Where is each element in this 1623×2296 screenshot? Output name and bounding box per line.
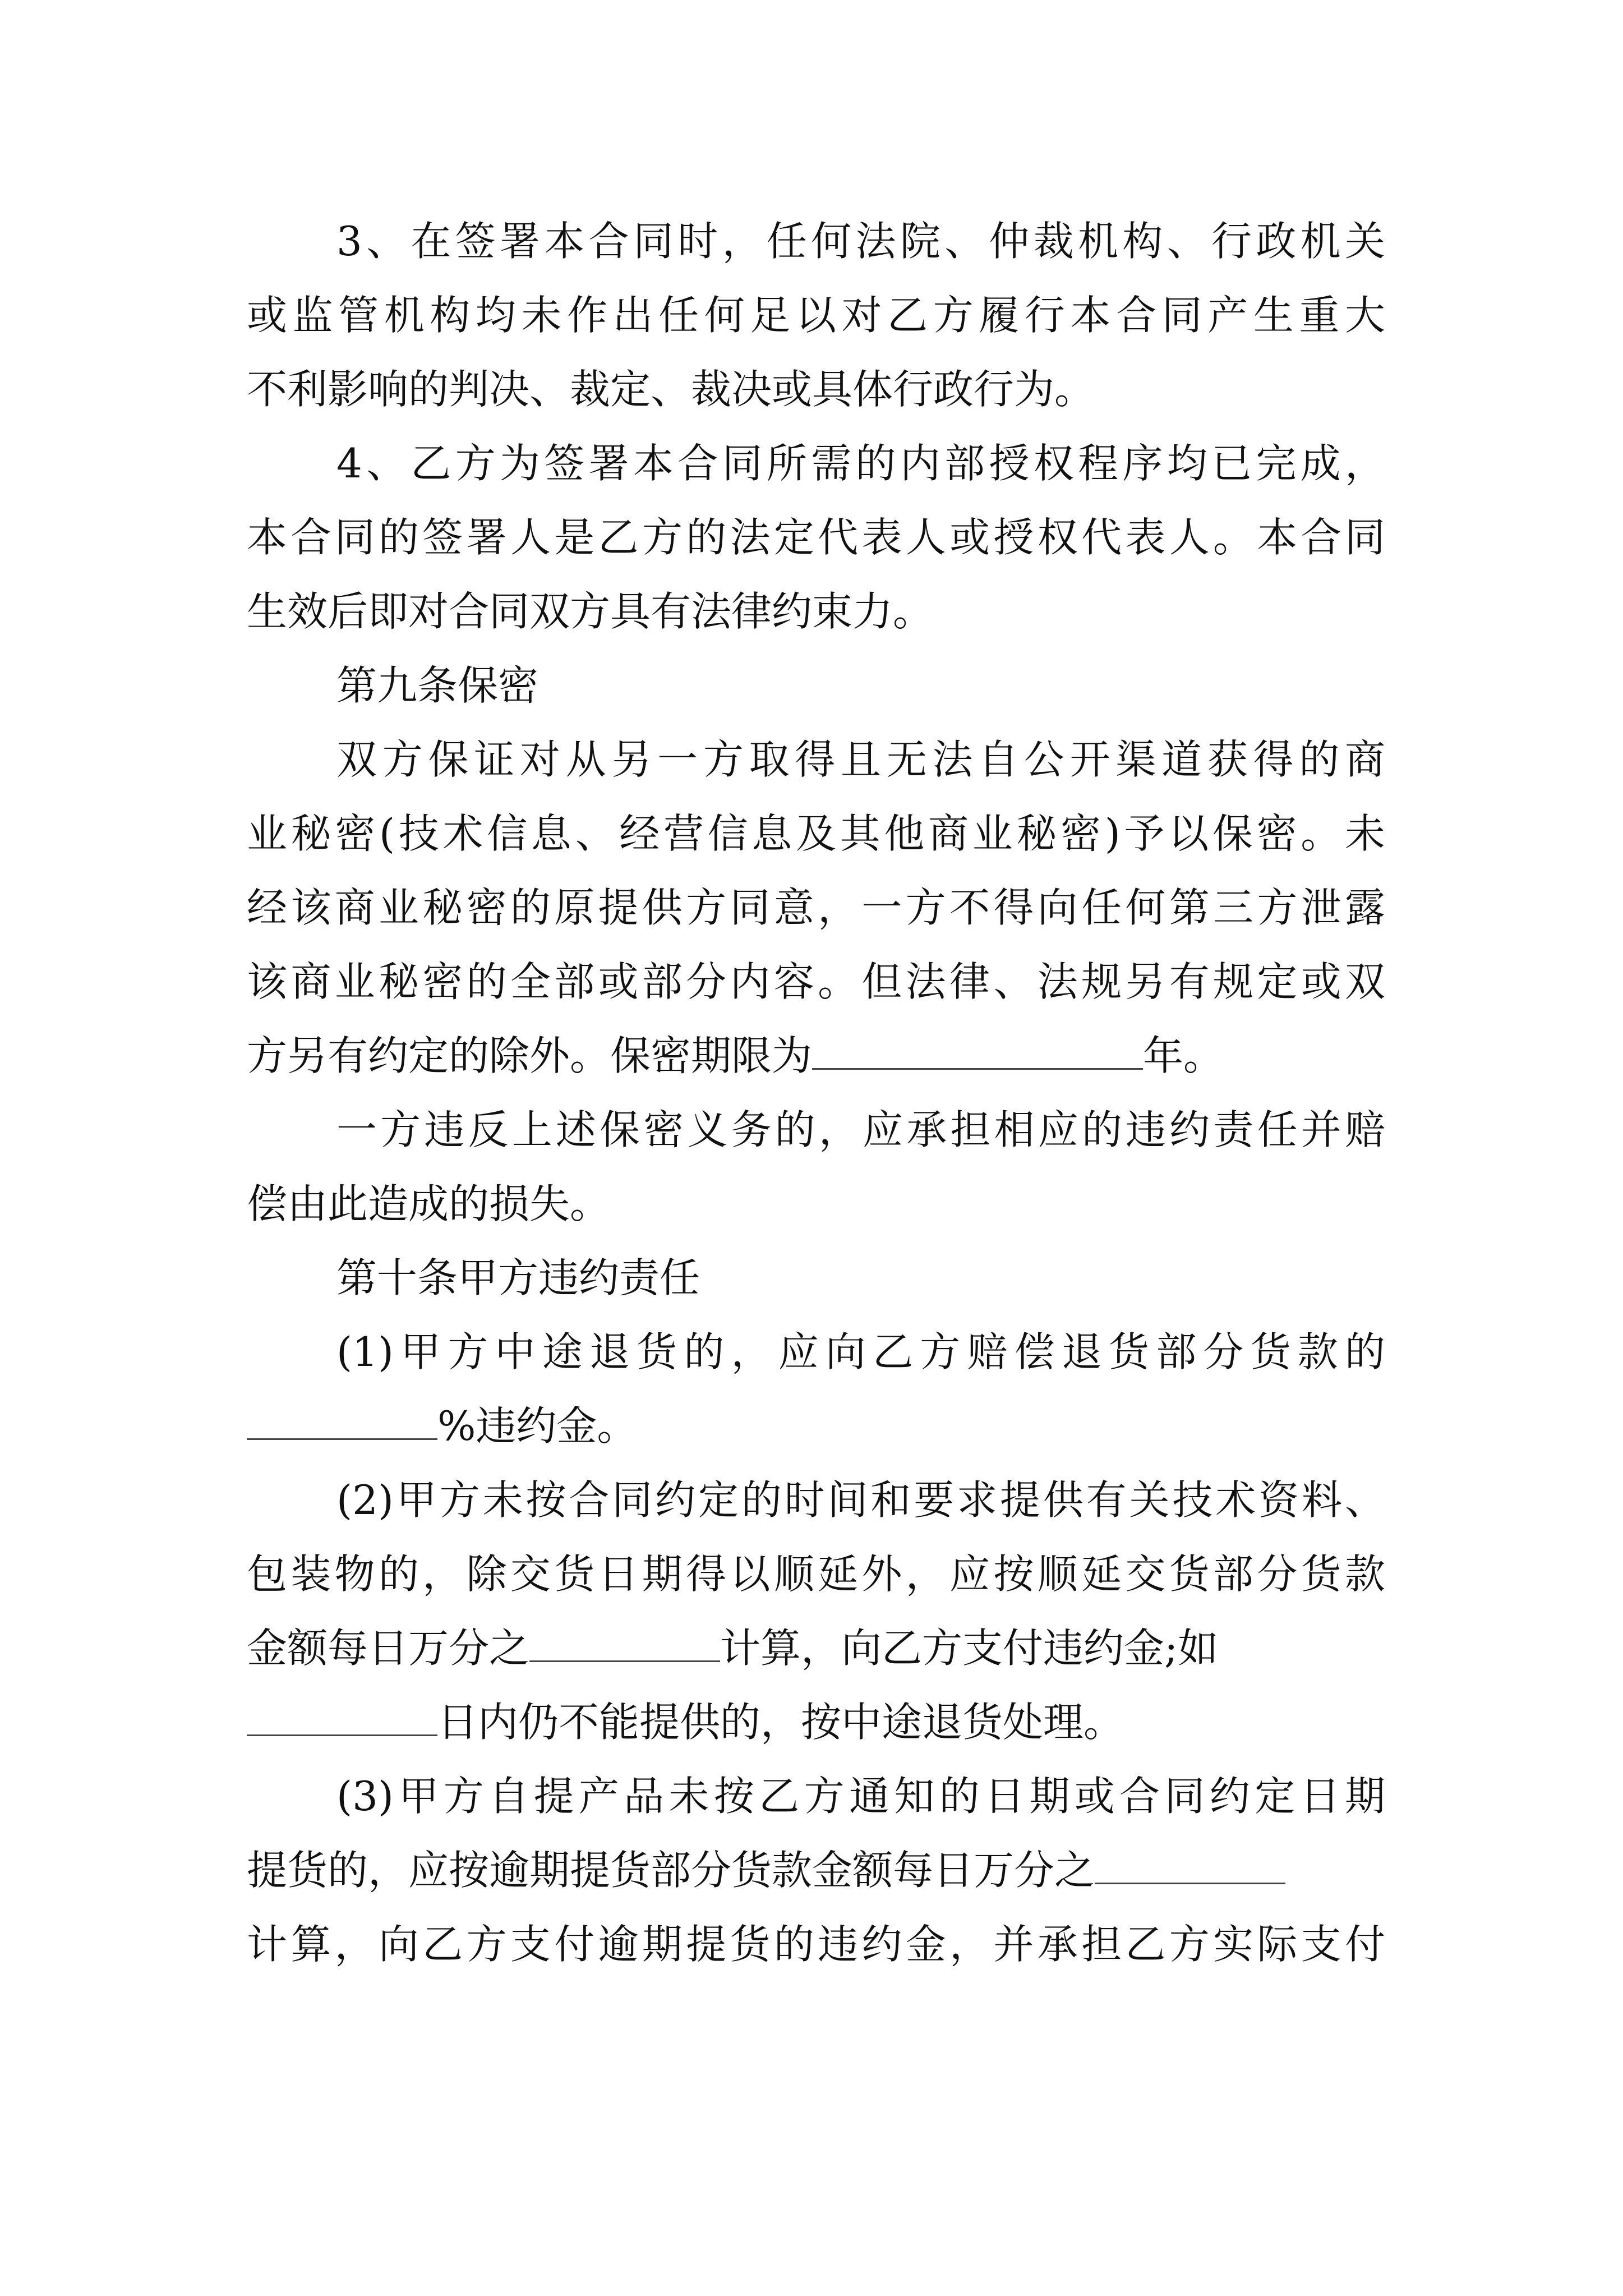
clause-3-line-1: (3)甲方自提产品未按乙方通知的日期或合同约定日期	[336, 1773, 1385, 1820]
confidentiality-line-1: 双方保证对从另一方取得且无法自公开渠道获得的商	[336, 736, 1385, 783]
clause-2-days-blank	[247, 1699, 437, 1736]
clause-2-days-text: 日内仍不能提供的，按中途退货处理。	[437, 1699, 1124, 1746]
clause-2-line-2: 包装物的，除交货日期得以顺延外，应按顺延交货部分货款	[247, 1550, 1385, 1598]
paragraph-3-line-3: 不利影响的判决、裁定、裁决或具体行政行为。	[247, 366, 1095, 413]
clause-1-line-1: (1)甲方中途退货的，应向乙方赔偿退货部分货款的	[336, 1328, 1385, 1375]
paragraph-4-line-3: 生效后即对合同双方具有法律约束力。	[247, 588, 934, 635]
clause-2-rate-tail: 计算，向乙方支付违约金;如	[720, 1625, 1219, 1672]
confidentiality-term-text: 方另有约定的除外。保密期限为	[247, 1032, 813, 1079]
breach-confidentiality-line-1: 一方违反上述保密义务的，应承担相应的违约责任并赔	[336, 1106, 1385, 1153]
confidentiality-line-2: 业秘密(技术信息、经营信息及其他商业秘密)予以保密。未	[247, 810, 1385, 857]
penalty-percent-text: %违约金。	[437, 1402, 638, 1450]
confidentiality-term-unit: 年。	[1143, 1032, 1224, 1079]
paragraph-4-line-2: 本合同的签署人是乙方的法定代表人或授权代表人。本合同	[247, 514, 1385, 561]
clause-3-rate-blank	[1095, 1847, 1285, 1884]
clause-2-line-1: (2)甲方未按合同约定的时间和要求提供有关技术资料、	[336, 1476, 1385, 1524]
clause-3-line-2	[247, 1842, 1385, 1898]
paragraph-4-line-1: 4、乙方为签署本合同所需的内部授权程序均已完成，	[336, 440, 1385, 487]
paragraph-3-line-2: 或监管机构均未作出任何足以对乙方履行本合同产生重大	[247, 292, 1385, 339]
clause-3-line-3: 计算，向乙方支付逾期提货的违约金，并承担乙方实际支付	[247, 1921, 1385, 1968]
confidentiality-line-4: 该商业秘密的全部或部分内容。但法律、法规另有规定或双	[247, 958, 1385, 1005]
paragraph-3-line-1: 3、在签署本合同时，任何法院、仲裁机构、行政机关	[336, 218, 1385, 265]
clause-2-rate-text: 金额每日万分之	[247, 1625, 530, 1672]
article-10-heading: 第十条甲方违约责任	[336, 1254, 700, 1301]
clause-2-rate-blank	[529, 1625, 720, 1662]
clause-1-line-2	[247, 1398, 1385, 1454]
clause-2-line-4	[247, 1694, 1385, 1750]
article-9-heading: 第九条保密	[336, 662, 539, 709]
breach-confidentiality-line-2: 偿由此造成的损失。	[247, 1180, 611, 1227]
confidentiality-term-line	[247, 1028, 1385, 1084]
confidentiality-years-blank	[812, 1032, 1143, 1070]
penalty-percent-blank	[247, 1402, 437, 1440]
confidentiality-line-3: 经该商业秘密的原提供方同意，一方不得向任何第三方泄露	[247, 884, 1385, 931]
clause-2-line-3	[247, 1620, 1385, 1676]
clause-3-rate-text: 提货的，应按逾期提货部分货款金额每日万分之	[247, 1847, 1095, 1894]
